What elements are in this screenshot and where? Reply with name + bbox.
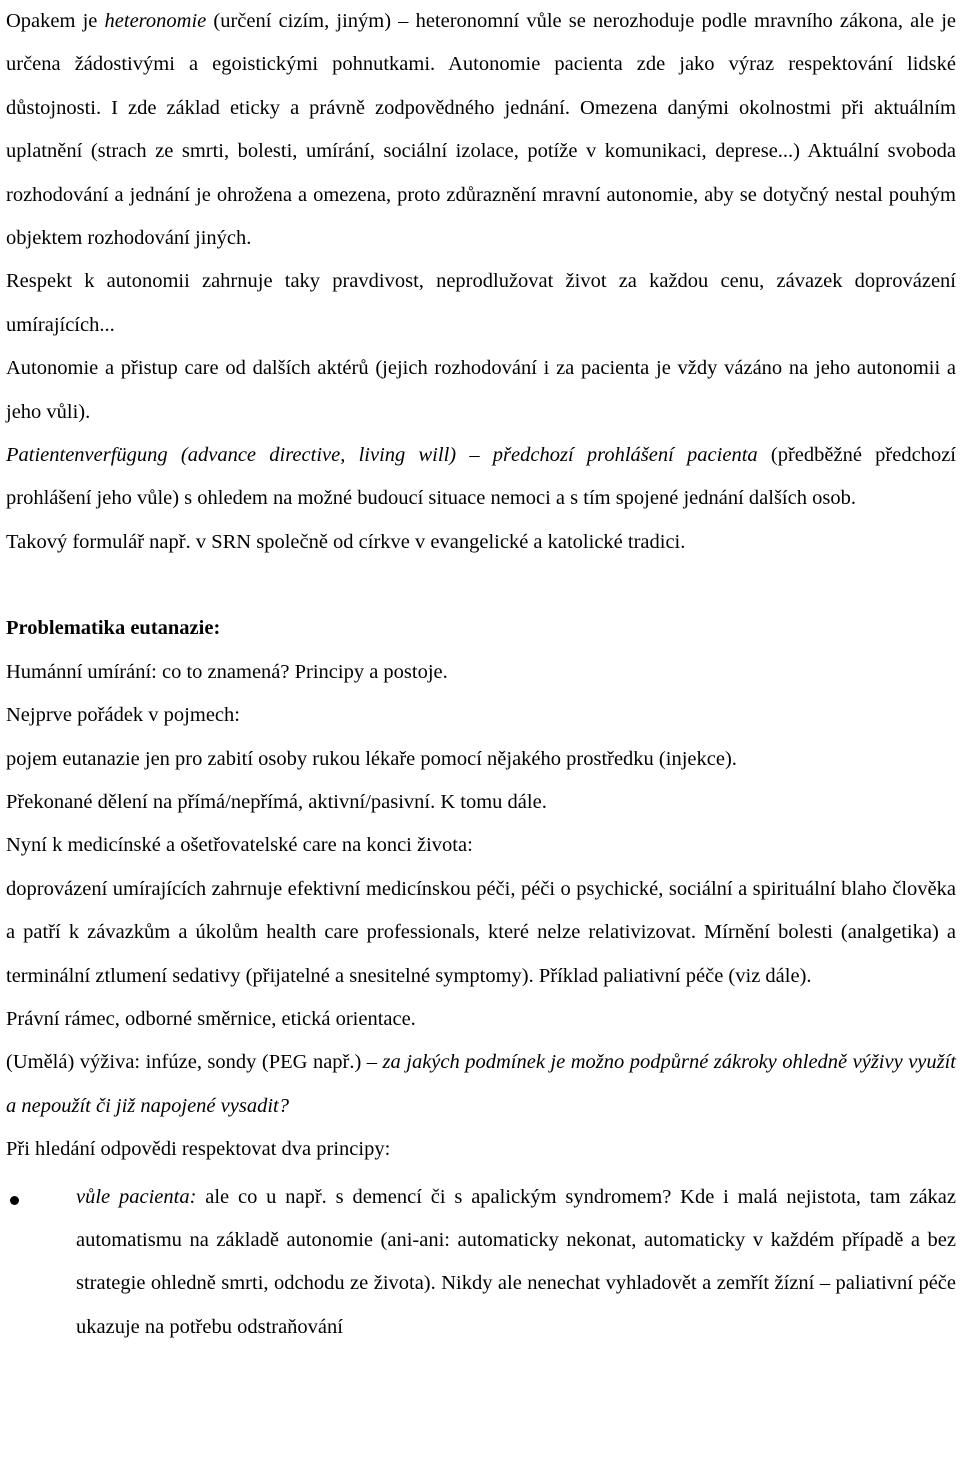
text: Opakem je <box>6 10 105 32</box>
text: (Umělá) výživa: infúze, sondy (PEG např.) – <box>6 1051 383 1074</box>
text: ale co u např. s demencí či s apalickým syndromem? Kde i malá nejistota, tam zákaz automatismu na základě autonomie (ani-ani: automaticky nekonat, automaticky v každém případě a bez strategie ohledně smrti, odchodu ze života). Nikdy ale nenechat vyhladovět a zemřít žízní – paliativní péče ukazuje na potřebu odstraňování <box>76 1185 956 1338</box>
italic-term: heteronomie <box>104 10 207 32</box>
paragraph-nutrition <box>6 1041 956 1128</box>
italic-term: vůle pacienta: <box>76 1185 197 1208</box>
text: (předběžné předchozí prohlášení jeho vůle) s ohledem na možné budoucí situace nemoci a s tím spojené jednání dalších osob. <box>6 444 956 510</box>
paragraph-humane-dying: Humánní umírání: co to znamená? Principy a postoje. <box>6 660 448 683</box>
paragraph-heteronomy <box>6 0 956 260</box>
paragraph-accompaniment: doprovázení umírajících zahrnuje efektivní medicínskou péči, péči o psychické, sociální a spirituální blaho člověka a patří k závazkům a úkolům health care professionals, které nelze relativizovat. Mírnění bolesti (analgetika) a terminální ztlumení sedativy (přijatelné a snesitelné symptomy). Příklad paliativní péče (viz dále). <box>6 877 956 987</box>
paragraph-autonomy-care: Autonomie a přistup care od dalších aktérů (jejich rozhodování i za pacienta je vždy vázáno na jeho autonomii a jeho vůli). <box>6 357 956 423</box>
text: (určení cizím, jiným) – heteronomní vůle se nerozhoduje podle mravního zákona, ale je určena žádostivými a egoistickými pohnutkami. Autonomie pacienta zde jako výraz respektování lidské důstojnosti. I zde základ eticky a právně zodpovědného jednání. Omezena danými okolnostmi při aktuálním uplatnění (strach ze smrti, bolesti, umírání, sociální izolace, potíže v komunikaci, deprese...) Aktuální svoboda rozhodování a jednání je ohrožena a omezena, proto zdůraznění mravní autonomie, aby se dotyčný nestal pouhým objektem rozhodování jiných. <box>6 10 956 250</box>
paragraph-form: Takový formulář např. v SRN společně od církve v evangelické a katolické tradici. <box>6 530 686 553</box>
paragraph-advance-directive <box>6 434 956 521</box>
paragraph-respect: Respekt k autonomii zahrnuje taky pravdivost, neprodlužovat život za každou cenu, závazek doprovázení umírajících... <box>6 270 956 336</box>
paragraph-end-of-life-care: Nyní k medicínské a ošetřovatelské care na konci života: <box>6 834 473 857</box>
list-item <box>6 1176 956 1350</box>
document-page <box>6 0 956 1349</box>
paragraph-legal-frame: Právní rámec, odborné směrnice, etická orientace. <box>6 1007 416 1030</box>
paragraph-euthanasia-definition: pojem eutanazie jen pro zabití osoby rukou lékaře pomocí nějakého prostředku (injekce). <box>6 747 737 770</box>
italic-term: Patientenverfügung (advance directive, living will) – předchozí prohlášení pacienta <box>6 444 758 467</box>
italic-question: za jakých podmínek je možno podpůrné zákroky ohledně výživy využít a nepoužít či již napojené vysadit? <box>6 1051 957 1117</box>
section-heading: Problematika eutanazie: <box>6 617 221 640</box>
bullet-icon <box>10 1196 19 1205</box>
paragraph-division: Překonané dělení na přímá/nepřímá, aktivní/pasivní. K tomu dále. <box>6 790 547 813</box>
paragraph-principles: Při hledání odpovědi respektovat dva principy: <box>6 1138 391 1161</box>
paragraph-terms: Nejprve pořádek v pojmech: <box>6 704 240 727</box>
bullet-text <box>34 1176 956 1350</box>
